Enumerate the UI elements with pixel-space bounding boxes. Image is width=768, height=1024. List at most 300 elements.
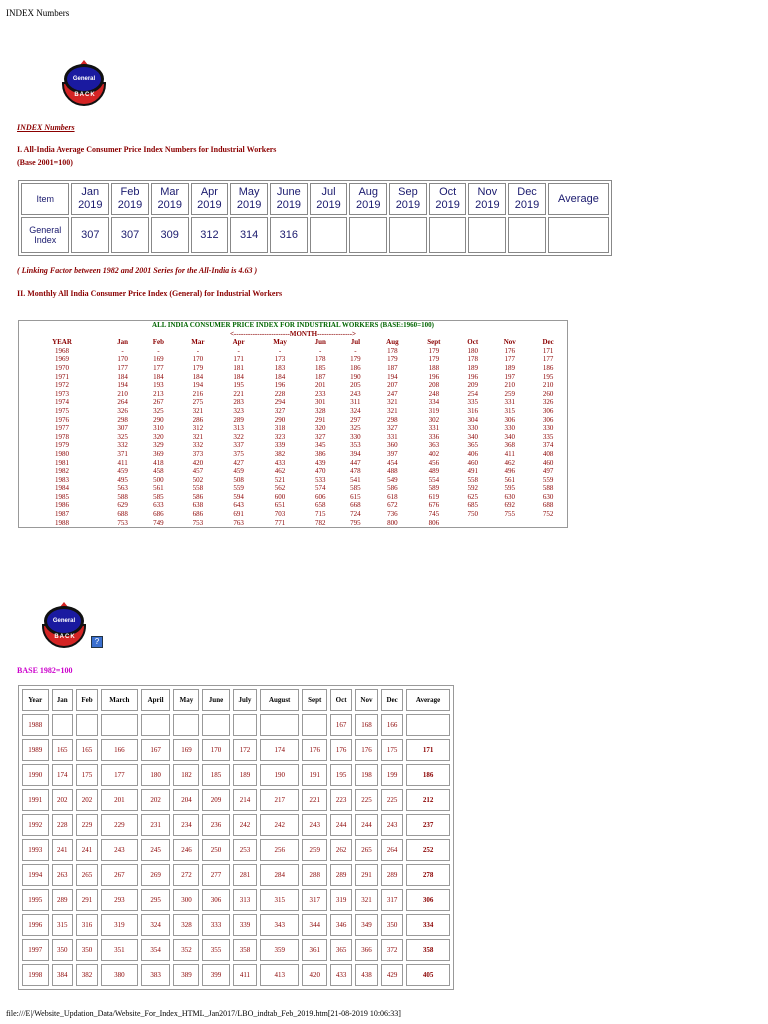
t2-cell: 306 [542,406,554,415]
back-logo-icon[interactable] [58,60,108,110]
t1-month-header [71,183,109,215]
t3-cell: 229 [76,814,98,836]
t2-data-row [19,493,568,502]
t2-cell: 488 [387,467,398,476]
t3-cell: 242 [260,814,299,836]
t2-cell: 1975 [55,406,69,415]
t1-month-year: 2019 [355,199,381,211]
t3-cell: 176 [355,739,378,761]
t3-cell: 269 [141,864,171,886]
t3-data-row [22,789,450,811]
t2-data-row [19,424,568,433]
t2-cell: 326 [117,406,128,415]
t3-data-row [22,964,450,986]
t2-cell: 332 [192,441,204,450]
t2-cell: 460 [467,458,478,467]
t2-cell: 563 [117,484,128,493]
t2-cell: 558 [467,475,478,484]
t3-average-cell: 252 [406,839,450,861]
t3-cell [233,714,258,736]
t2-cell: - [237,346,240,355]
t3-cell: 169 [173,739,199,761]
t2-cell: 533 [314,475,326,484]
t2-data-row [19,347,568,356]
t3-col-header: March [101,689,138,711]
t3-cell: 225 [355,789,378,811]
t2-cell: 184 [233,372,244,381]
t2-cell: 294 [274,398,286,407]
t2-cell: 462 [274,467,286,476]
t3-cell: 413 [260,964,299,986]
t3-cell: 195 [330,764,351,786]
logo-text-general: General [52,618,76,624]
t2-cell: 360 [387,441,398,450]
t3-cell: 202 [52,789,73,811]
t2-col-header: Jul [350,338,361,347]
t3-cell: 180 [141,764,171,786]
t2-col-header: Nov [503,338,516,347]
t2-cell: - [121,346,124,355]
t2-cell: - [319,346,322,355]
t1-header-row [21,183,609,215]
t2-cell: 491 [467,467,478,476]
t1-month-year: 2019 [157,199,182,211]
t3-cell: 293 [101,889,138,911]
t1-average-header: Average [548,183,609,215]
t2-cell: 1977 [55,424,69,433]
t2-month-arrow-row [19,330,568,339]
t3-cell: 244 [355,814,378,836]
t2-data-row [19,510,568,519]
t2-cell: 334 [428,398,440,407]
t2-data-row [19,459,568,468]
t2-data-row [19,364,568,373]
t2-cell: 562 [274,484,286,493]
t2-cell: 489 [428,467,440,476]
t2-cell: 753 [192,518,204,527]
t3-cell: 384 [52,964,73,986]
t2-cell: 592 [467,484,478,493]
t2-cell: 651 [274,501,286,510]
t3-cell: 1992 [22,814,49,836]
t3-cell: 201 [101,789,138,811]
t2-cell: 194 [192,381,204,390]
t3-cell: 202 [141,789,171,811]
t2-data-row [19,398,568,407]
t2-cell: 375 [233,449,244,458]
t2-cell: 310 [153,424,164,433]
t1-month-name: Jul [321,186,336,198]
t3-cell: 175 [381,739,403,761]
t2-cell: 171 [233,355,244,364]
t2-cell: 208 [428,381,440,390]
t1-row-label-line: General [29,225,62,235]
t2-cell: 320 [314,424,326,433]
t2-cell: 478 [350,467,361,476]
t3-cell: 245 [141,839,171,861]
t2-cell: 178 [387,346,398,355]
t2-cell: 755 [504,510,515,519]
t2-cell: 340 [504,432,515,441]
t3-data-row [22,814,450,836]
t2-cell: 320 [153,432,164,441]
t2-cell: 688 [542,501,554,510]
t1-month-header [151,183,189,215]
t3-cell: 351 [101,939,138,961]
t2-col-header: Sept [427,338,441,347]
t3-data-row [22,714,450,736]
t3-cell: 202 [76,789,98,811]
t3-cell: 267 [101,864,138,886]
t2-cell: 353 [350,441,361,450]
t2-cell: 561 [504,475,515,484]
t3-cell: 289 [381,864,403,886]
t2-cell: 559 [233,484,244,493]
t2-cell: 454 [387,458,398,467]
t1-value-cell [548,217,609,253]
t1-month-header [191,183,229,215]
back-logo-icon-2[interactable] [38,602,88,652]
base-1982-label: BASE 1982=100 [17,666,73,675]
t3-col-header: May [173,689,199,711]
base-2001-label: (Base 2001=100) [17,158,73,167]
t2-cell: 179 [387,355,398,364]
t2-cell: 247 [387,389,398,398]
t2-cell: 321 [192,432,204,441]
t1-value-row [21,217,609,253]
t2-cell: 458 [153,467,164,476]
t2-cell: 633 [153,501,164,510]
cpi-1960-base-table [18,320,568,528]
t1-month-year: 2019 [276,199,302,211]
t2-cell: 306 [504,415,515,424]
t3-cell: 1991 [22,789,49,811]
t3-col-header: August [260,689,299,711]
t2-cell: 319 [428,406,440,415]
index-numbers-link[interactable]: INDEX Numbers [17,123,75,132]
t3-cell: 372 [381,939,403,961]
t2-cell: 638 [192,501,204,510]
t3-cell: 438 [355,964,378,986]
t2-col-header: Feb [152,338,165,347]
t2-cell: 658 [314,501,326,510]
t3-cell: 316 [76,914,98,936]
t2-cell: 427 [233,458,244,467]
t3-cell: 333 [202,914,229,936]
t2-cell: 676 [428,501,440,510]
t1-month-year: 2019 [78,199,103,211]
t2-cell: 1973 [55,389,69,398]
t2-cell: 290 [274,415,286,424]
t2-cell: 1974 [55,398,69,407]
t2-cell: 264 [117,398,128,407]
t2-cell: 433 [274,458,286,467]
t2-data-row [19,381,568,390]
t2-cell: 267 [153,398,164,407]
t3-cell: 358 [233,939,258,961]
t3-cell [173,714,199,736]
t1-month-name: Feb [120,186,140,198]
t2-cell: 210 [542,381,554,390]
t3-cell: 172 [233,739,258,761]
t2-cell: 470 [314,467,326,476]
t3-cell: 217 [260,789,299,811]
t3-cell: 306 [202,889,229,911]
cpi-1982-base-table [18,685,454,990]
t2-data-row [19,467,568,476]
t3-cell: 265 [355,839,378,861]
t2-cell: 625 [467,492,478,501]
t2-cell: 289 [233,415,244,424]
t2-cell: 194 [117,381,128,390]
t1-month-year: 2019 [316,199,341,211]
t2-cell: 459 [233,467,244,476]
t3-cell: 429 [381,964,403,986]
t2-cell: 752 [542,510,554,519]
t2-caption: ALL INDIA CONSUMER PRICE INDEX FOR INDUSTRIAL WORKERS (BASE:1960=100) [152,321,434,329]
t3-cell: 313 [233,889,258,911]
logo-text-back: BACK [54,634,76,640]
t2-cell: 406 [467,449,478,458]
t2-col-header: Dec [542,338,554,347]
t3-cell: 199 [381,764,403,786]
t3-cell [141,714,171,736]
t3-cell: 350 [381,914,403,936]
t2-cell: 335 [542,432,554,441]
t2-cell: 195 [542,372,554,381]
t2-cell: 561 [153,484,164,493]
t1-month-year: 2019 [514,199,540,211]
t2-cell: 321 [387,398,398,407]
t2-cell: 460 [542,458,554,467]
help-icon[interactable]: ? [91,636,103,648]
t2-cell: 330 [542,424,554,433]
t3-cell: 317 [381,889,403,911]
t2-cell: 327 [387,424,398,433]
t2-cell: 497 [542,467,554,476]
t2-cell: 326 [542,398,554,407]
t2-cell: 180 [467,346,478,355]
t2-cell: 179 [428,346,440,355]
t3-cell: 433 [330,964,351,986]
t3-col-header: Year [22,689,49,711]
t2-cell: 1969 [55,355,69,364]
t3-average-cell: 334 [406,914,450,936]
t2-cell: 1983 [55,475,69,484]
t3-cell: 209 [202,789,229,811]
t1-month-header [349,183,387,215]
t3-cell: 288 [302,864,327,886]
t3-cell [202,714,229,736]
t2-cell: 594 [233,492,244,501]
t3-average-cell: 278 [406,864,450,886]
t2-cell: 331 [428,424,440,433]
t2-cell: 736 [387,510,398,519]
t2-cell: 177 [153,363,164,372]
t1-value-cell [389,217,427,253]
t2-cell: 521 [274,475,286,484]
t2-cell: 313 [233,424,244,433]
t2-cell: 685 [467,501,478,510]
t2-cell: 800 [387,518,398,527]
t3-cell: 229 [101,814,138,836]
t1-month-name: Apr [200,186,218,198]
t2-cell: 213 [153,389,164,398]
t2-cell: 749 [153,518,164,527]
t2-cell: 194 [387,372,398,381]
t2-cell: 606 [314,492,326,501]
t3-cell: 343 [260,914,299,936]
t2-cell: 196 [467,372,478,381]
t2-cell: 763 [233,518,244,527]
t2-cell: 500 [153,475,164,484]
t1-value-cell: 307 [111,217,149,253]
t2-cell: 1979 [55,441,69,450]
t1-month-name: Sep [398,186,418,198]
t3-cell: 291 [355,864,378,886]
t3-cell: 344 [302,914,327,936]
t3-cell: 1989 [22,739,49,761]
t2-cell: 1988 [55,518,69,527]
t3-average-cell: 306 [406,889,450,911]
t3-cell: 242 [233,814,258,836]
t2-data-row [19,441,568,450]
t2-cell: 447 [350,458,361,467]
t3-cell: 277 [202,864,229,886]
logo-text-general: General [72,76,96,82]
t2-cell: 688 [117,510,128,519]
t2-cell: 369 [153,449,164,458]
section-2-heading: II. Monthly All India Consumer Price Index (General) for Industrial Workers [17,289,283,298]
t1-month-name: Jan [81,186,100,198]
t2-cell: 184 [192,372,204,381]
t3-cell: 328 [173,914,199,936]
t2-cell: 686 [153,510,164,519]
t2-data-row [19,416,568,425]
t2-cell: 595 [504,484,515,493]
t2-cell: 420 [192,458,204,467]
t3-cell [52,714,73,736]
t2-cell: 195 [233,381,244,390]
t2-cell: 585 [153,492,164,501]
t2-cell: 186 [542,363,554,372]
t2-cell: - [278,346,282,355]
t2-cell: 322 [233,432,244,441]
t3-data-row [22,889,450,911]
t2-cell: 630 [542,492,554,501]
t1-month-header [468,183,506,215]
t1-month-name: Aug [358,186,379,198]
t3-cell: 168 [355,714,378,736]
t1-month-year: 2019 [236,199,262,211]
t2-col-header: Apr [232,338,245,347]
t2-cell: 179 [350,355,361,364]
t2-cell: 173 [274,355,286,364]
t2-cell: 418 [153,458,164,467]
t3-col-header: July [233,689,258,711]
t2-data-row [19,519,568,528]
t2-data-row [19,476,568,485]
t3-cell [302,714,327,736]
t2-cell: 692 [504,501,515,510]
t3-average-cell: 405 [406,964,450,986]
t2-cell: 210 [504,381,515,390]
t2-cell: 189 [467,363,478,372]
t3-cell: 380 [101,964,138,986]
t3-cell: 231 [141,814,171,836]
t2-cell: 1970 [55,363,69,372]
t2-cell: 337 [233,441,244,450]
t2-cell: 221 [233,389,244,398]
t3-cell: 263 [52,864,73,886]
t1-month-header [508,183,546,215]
t2-cell: 1968 [55,346,69,355]
t2-cell: 386 [314,449,326,458]
t2-col-header: May [273,338,287,347]
t2-cell: 196 [274,381,286,390]
t2-cell: 1976 [55,415,69,424]
t2-cell: 374 [542,441,554,450]
t1-value-cell: 309 [151,217,189,253]
t2-cell: 186 [350,363,361,372]
t2-header-row [19,338,568,347]
t3-cell: 265 [76,864,98,886]
t3-col-header: Jan [52,689,73,711]
t2-cell: 541 [350,475,361,484]
t2-cell: 183 [274,363,286,372]
t2-cell: 1972 [55,381,69,390]
t1-month-name: Nov [477,186,498,198]
t2-cell: 291 [314,415,326,424]
t2-cell: 275 [192,398,204,407]
t3-cell: 190 [260,764,299,786]
t1-month-name: June [276,186,301,198]
t2-cell: 549 [387,475,398,484]
t2-cell: 329 [153,441,164,450]
t2-cell: 169 [153,355,164,364]
t1-month-name: Oct [439,186,457,198]
t2-month-arrow: <------------------------MONTH---------------> [229,329,357,338]
t2-cell: 554 [428,475,440,484]
t3-cell: 272 [173,864,199,886]
t3-col-header: Average [406,689,450,711]
t1-month-header [111,183,149,215]
t2-cell: 394 [350,449,361,458]
t2-cell: 462 [504,458,515,467]
t1-value-cell: 314 [230,217,268,253]
t2-cell: 321 [387,406,398,415]
t2-cell: 171 [542,346,554,355]
t2-cell: 508 [233,475,244,484]
t2-cell: 753 [117,518,128,527]
t2-data-row [19,407,568,416]
t2-cell: 201 [314,381,326,390]
t2-cell: 691 [233,510,244,519]
t3-cell: 1997 [22,939,49,961]
t2-cell: 170 [117,355,128,364]
t3-cell: 317 [302,889,327,911]
t1-month-year: 2019 [435,199,460,211]
t2-cell: 335 [467,398,478,407]
t2-cell: 782 [314,518,326,527]
t3-cell: 346 [330,914,351,936]
t3-cell: 349 [355,914,378,936]
t2-cell: 600 [274,492,286,501]
t2-caption-row [19,321,568,330]
t2-cell: 260 [542,389,554,398]
t2-cell: 618 [387,492,398,501]
t2-cell: 363 [428,441,440,450]
